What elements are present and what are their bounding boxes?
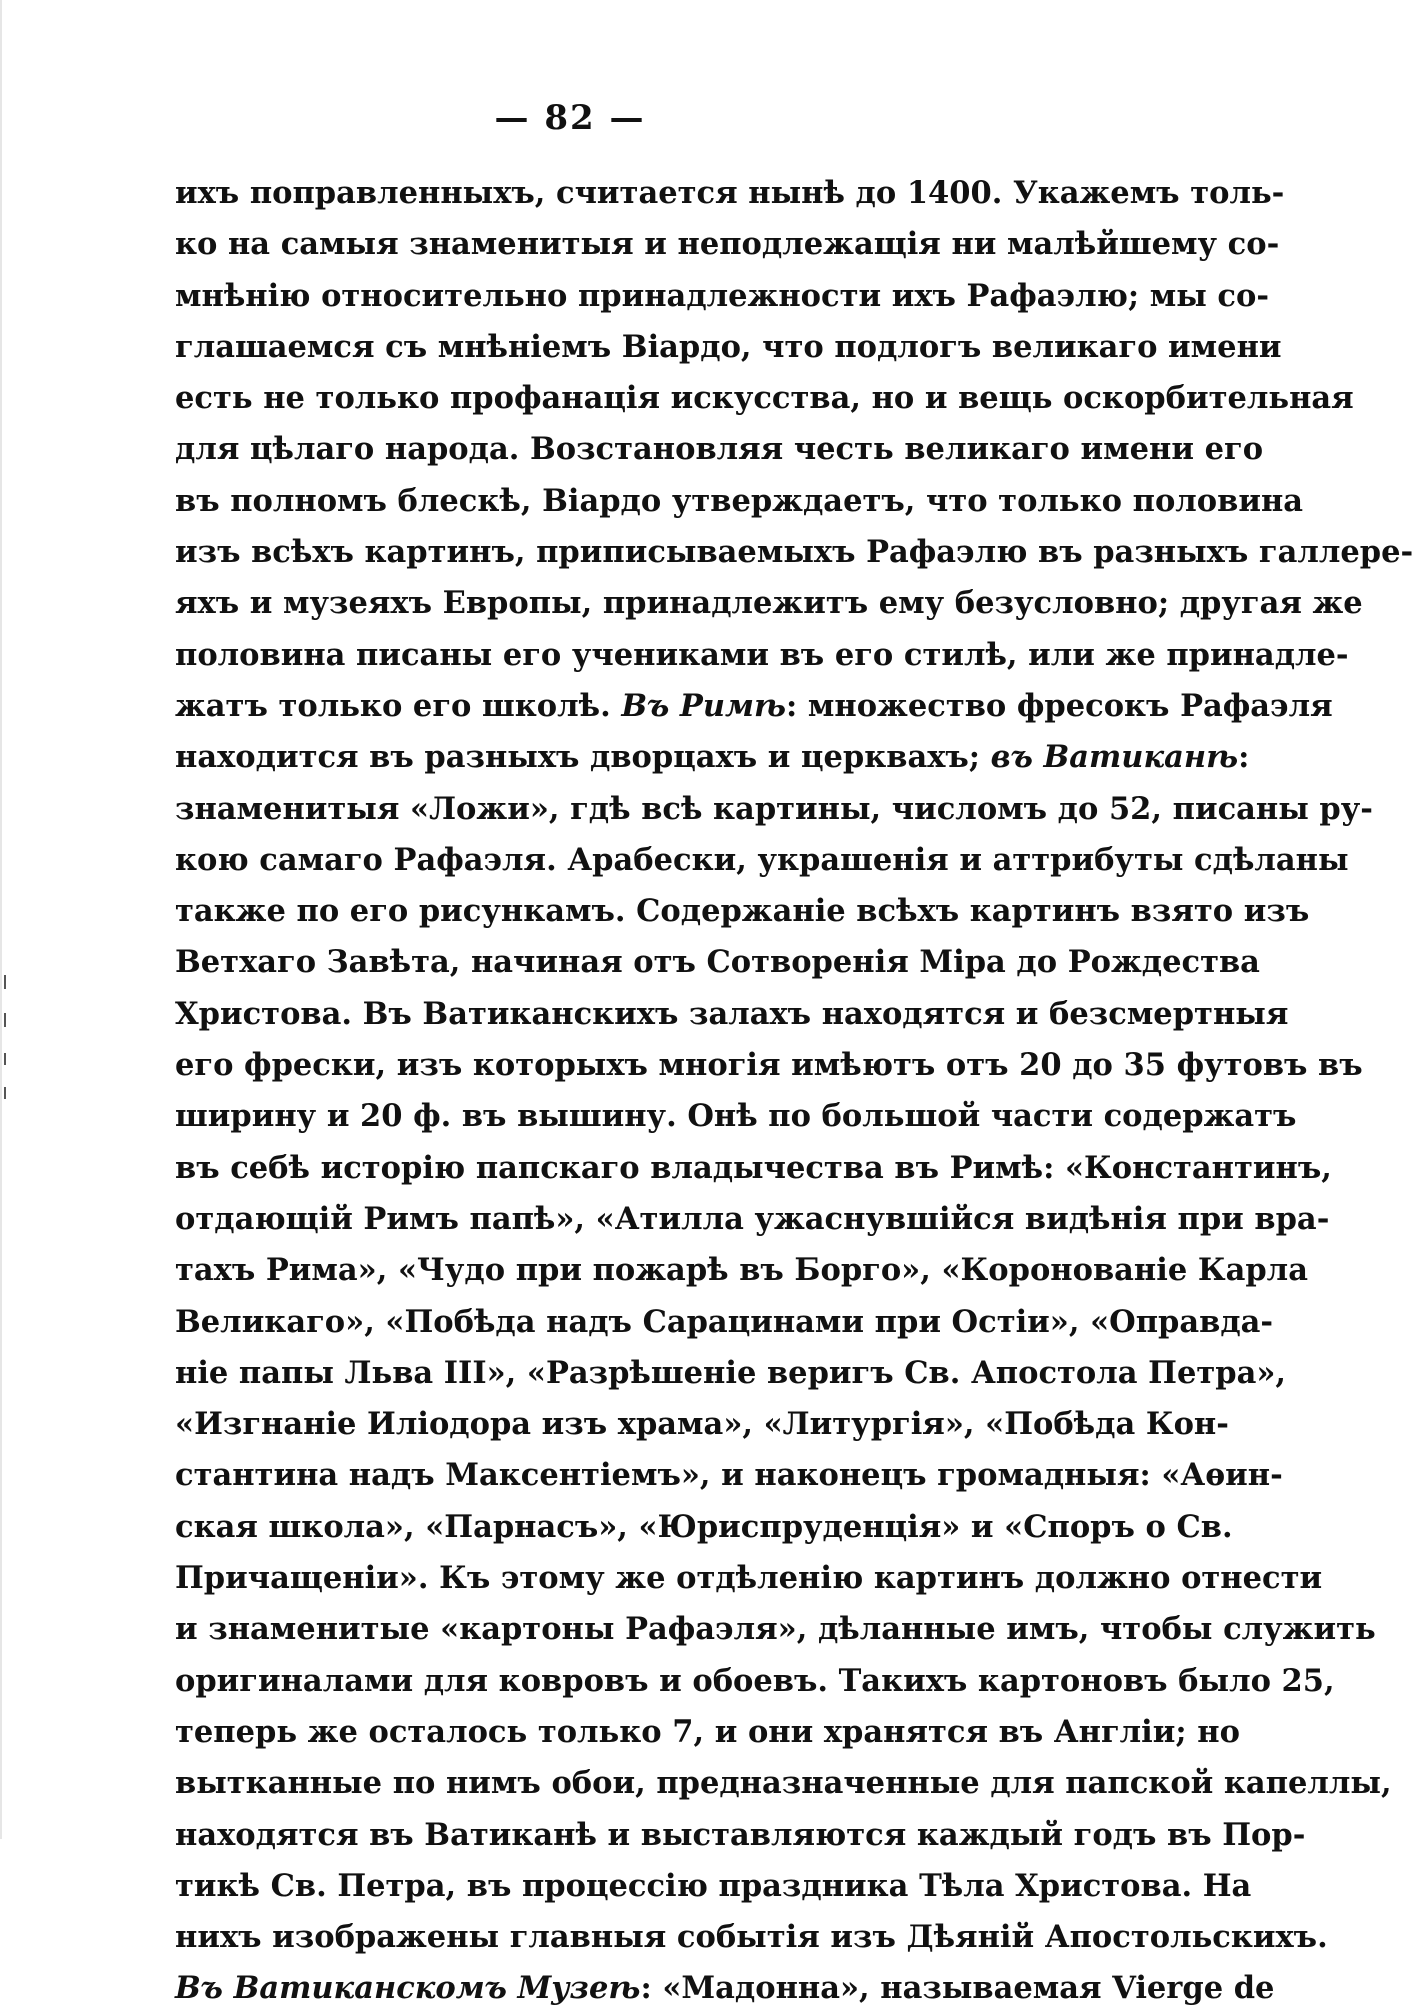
text-line <box>175 219 1280 270</box>
margin-marks <box>4 975 7 1115</box>
text-line <box>175 1810 1306 1861</box>
text-line <box>175 322 1282 373</box>
text-line <box>175 1245 1308 1296</box>
text-line <box>175 1091 1297 1142</box>
text-segment: и знаменитые «картоны Рафаэля», дѣланные имъ, чтобы служить <box>175 1611 1376 1648</box>
text-segment: его фрески, изъ которыхъ многія имѣютъ отъ 20 до 35 футовъ въ <box>175 1047 1363 1084</box>
text-segment: находятся въ Ватиканѣ и выставляются каждый годъ въ Пор- <box>175 1816 1306 1853</box>
text-segment: половина писаны его учениками въ его стилѣ, или же принадле- <box>175 636 1349 673</box>
text-segment: кою самаго Рафаэля. Арабески, украшенія и аттрибуты сдѣланы <box>175 841 1349 878</box>
text-segment: : «Мадонна», называемая Vierge de <box>640 1970 1275 2007</box>
text-line <box>175 1656 1335 1707</box>
text-segment: Христова. Въ Ватиканскихъ залахъ находятся и безсмертныя <box>175 995 1289 1032</box>
text-line <box>175 886 1310 937</box>
text-segment: также по его рисункамъ. Содержаніе всѣхъ картинъ взято изъ <box>175 893 1310 930</box>
text-segment: для цѣлаго народа. Возстановляя честь великаго имени его <box>175 431 1264 468</box>
text-line <box>175 424 1264 475</box>
text-segment: оригиналами для ковровъ и обоевъ. Такихъ картоновъ было 25, <box>175 1662 1335 1699</box>
text-line <box>175 1912 1328 1963</box>
text-segment: стантина надъ Максентіемъ», и наконецъ громадныя: «Аѳин- <box>175 1457 1283 1494</box>
text-segment: «Изгнаніе Иліодора изъ храма», «Литургія», «Побѣда Кон- <box>175 1406 1229 1443</box>
text-line <box>175 1194 1330 1245</box>
page-left-edge <box>0 0 2 1839</box>
text-segment: Великаго», «Побѣда надъ Сарацинами при Остіи», «Оправда- <box>175 1303 1274 1340</box>
text-segment: : <box>1238 739 1250 776</box>
text-line <box>175 373 1354 424</box>
text-line <box>175 630 1349 681</box>
text-line <box>175 784 1373 835</box>
text-segment: въ себѣ исторію папскаго владычества въ Римѣ: «Константинъ, <box>175 1149 1332 1186</box>
text-segment: мнѣнію относительно принадлежности ихъ Рафаэлю; мы со- <box>175 277 1270 314</box>
text-segment: Въ Римѣ <box>621 687 787 724</box>
text-line <box>175 1963 1275 2014</box>
text-segment: жатъ только его школѣ. <box>175 687 622 724</box>
text-line <box>175 1399 1229 1450</box>
text-segment: глашаемся съ мнѣніемъ Віардо, что подлогъ великаго имени <box>175 328 1282 365</box>
text-line <box>175 1502 1233 1553</box>
text-segment: есть не только профанація искусства, но и вещь оскорбительная <box>175 380 1354 417</box>
text-segment: тахъ Рима», «Чудо при пожарѣ въ Борго», «Коронованіе Карла <box>175 1252 1308 1289</box>
text-segment: Ветхаго Завѣта, начиная отъ Сотворенія Міра до Рождества <box>175 944 1260 981</box>
text-line <box>175 1348 1287 1399</box>
text-line <box>175 1604 1376 1655</box>
text-segment: вытканные по нимъ обои, предназначенные для папской капеллы, <box>175 1765 1392 1802</box>
text-segment: нихъ изображены главныя событія изъ Дѣяній Апостольскихъ. <box>175 1919 1328 1956</box>
text-line <box>175 732 1250 783</box>
text-segment: ніе папы Льва III», «Разрѣшеніе веригъ Св. Апостола Петра», <box>175 1354 1287 1391</box>
text-segment: изъ всѣхъ картинъ, приписываемыхъ Рафаэлю въ разныхъ галлере- <box>175 534 1413 571</box>
text-line <box>175 835 1349 886</box>
text-segment: въ полномъ блескѣ, Віардо утверждаетъ, что только половина <box>175 482 1304 519</box>
text-segment: яхъ и музеяхъ Европы, принадлежитъ ему безусловно; другая же <box>175 585 1363 622</box>
text-line <box>175 1450 1283 1501</box>
text-line <box>175 1040 1363 1091</box>
text-line <box>175 681 1333 732</box>
text-line <box>175 527 1413 578</box>
text-segment: Въ Ватиканскомъ Музеѣ <box>175 1970 641 2007</box>
text-line <box>175 476 1304 527</box>
text-segment: ко на самыя знаменитыя и неподлежащія ни малѣйшему со- <box>175 226 1280 263</box>
text-line <box>175 1707 1240 1758</box>
text-segment: тикѣ Св. Петра, въ процессію праздника Тѣла Христова. На <box>175 1867 1252 1904</box>
text-segment: отдающій Римъ папѣ», «Атилла ужаснувшійся видѣнія при вра- <box>175 1200 1330 1237</box>
text-line <box>175 989 1289 1040</box>
text-segment: въ Ватиканѣ <box>990 739 1239 776</box>
text-segment: знаменитыя «Ложи», гдѣ всѣ картины, числомъ до 52, писаны ру- <box>175 790 1373 827</box>
text-segment: находится въ разныхъ дворцахъ и церквахъ; <box>175 739 991 776</box>
text-line <box>175 1297 1274 1348</box>
text-line <box>175 168 1285 219</box>
page-number: — 82 — <box>494 98 646 138</box>
text-segment: Причащеніи». Къ этому же отдѣленію картинъ должно отнести <box>175 1560 1323 1597</box>
text-segment: ская школа», «Парнасъ», «Юриспруденція» и «Споръ о Св. <box>175 1508 1233 1545</box>
text-line <box>175 271 1270 322</box>
text-line <box>175 1861 1252 1912</box>
text-segment: ихъ поправленныхъ, считается нынѣ до 1400. Укажемъ толь- <box>175 175 1285 211</box>
text-line <box>175 578 1363 629</box>
text-segment: теперь же осталось только 7, и они хранятся въ Англіи; но <box>175 1713 1240 1750</box>
text-line <box>175 1143 1332 1194</box>
text-segment: ширину и 20 ф. въ вышину. Онѣ по большой части содержатъ <box>175 1098 1297 1135</box>
text-line <box>175 937 1260 988</box>
text-line <box>175 1553 1323 1604</box>
body-text <box>175 168 1413 2015</box>
text-segment: : множество фресокъ Рафаэля <box>786 687 1333 724</box>
text-line <box>175 1758 1392 1809</box>
